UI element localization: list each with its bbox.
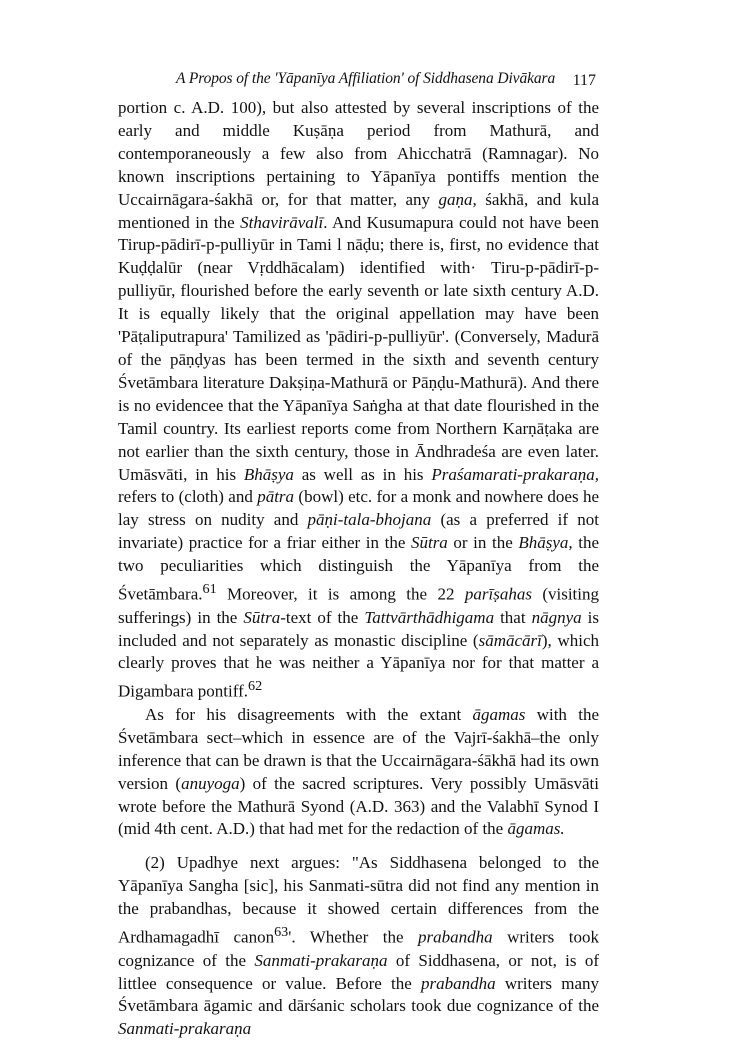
running-head (176, 70, 596, 92)
paragraph-3: (2) Upadhye next argues: "As Siddhasena belonged to the Yāpanīya Sangha [sic], his Sanmati-sūtra did not find any mention in the prabandhas, because it showed certain differences from the Ardhamagadhī canon$^{63}$'. Whether the prabandha writers took cognizance of the Sanmati-prakaraṇa of Siddhasena, or not, is of littlee consequence or value. Before the prabandha writers many Śvetāmbara āgamic and dārśanic scholars took due cognizance of the Sanmati-prakaraṇa (118, 853, 599, 1039)
paragraph-1: portion c. A.D. 100), but also attested by several inscriptions of the early and middle Kuṣāṇa period from Mathurā, and contemporaneously a few also from Ahicchatrā (Ramnagar). No known inscriptions pertaining to Yāpanīya pontiffs mention the Uccairnāgara-śakhā or, for that matter, any gaṇa, śakhā, and kula mentioned in the Sthavirāvalī. And Kusumapura could not have been Tirup-pādirī-p-pulliyūr in Tami l nāḍu; there is, first, no evidence that Kuḍḍalūr (near Vṛddhācalam) identified with· Tiru-p-pādirī-p-pulliyūr, flourished before the early seventh or late sixth century A.D. It is equally likely that the original appellation may have been 'Pāṭaliputrapura' Tamilized as 'pādiri-p-pulliyūr'. (Conversely, Madurā of the pāṇḍyas has been termed in the sixth and seventh century Śvetāmbara literature Dakṣiṇa-Mathurā or Pāṇḍu-Mathurā). And there is no evidencee that the Yāpanīya Saṅgha at that date flourished in the Tamil country. Its earliest reports come from Northern Karṇāṭaka are not earlier than the sixth century, those in Āndhradeśa are even later. Umāsvāti, in his Bhāṣya as well as in his Praśamarati-prakaraṇa, refers to (cloth) and pātra (bowl) etc. for a monk and nowhere does he lay stress on nudity and pāṇi-tala-bhojana (as a preferred if not invariate) practice for a friar either in the Sūtra or in the Bhāṣya, the two peculiarities which distinguish the Yāpanīya from the Śvetāmbara.$^{61}$ Moreover, it is among the 22 parīṣahas (visiting sufferings) in the Sūtra-text of the Tattvārthādhigama that nāgnya is included and not separately as monastic discipline (sāmācārī), which clearly proves that he was neither a Yāpanīya nor for that matter a Digambara pontiff.$^{62}$ (118, 98, 600, 701)
running-head-title: A Propos of the 'Yāpanīya Affiliation' of Siddhasena Divākara (176, 70, 556, 87)
body-text (118, 97, 599, 1041)
paragraph-2: As for his disagreements with the extant āgamas with the Śvetāmbara sect–which in essence are of the Vajrī-śakhā–the only inference that can be drawn is that the Uccairnāgara-śākhā had its own version (anuyoga) of the sacred scriptures. Very possibly Umāsvāti wrote before the Mathurā Syond (A.D. 363) and the Valabhī Synod I (mid 4th cent. A.D.) that had met for the redaction of the āgamas. (118, 704, 599, 839)
page-number: 117 (572, 72, 596, 89)
